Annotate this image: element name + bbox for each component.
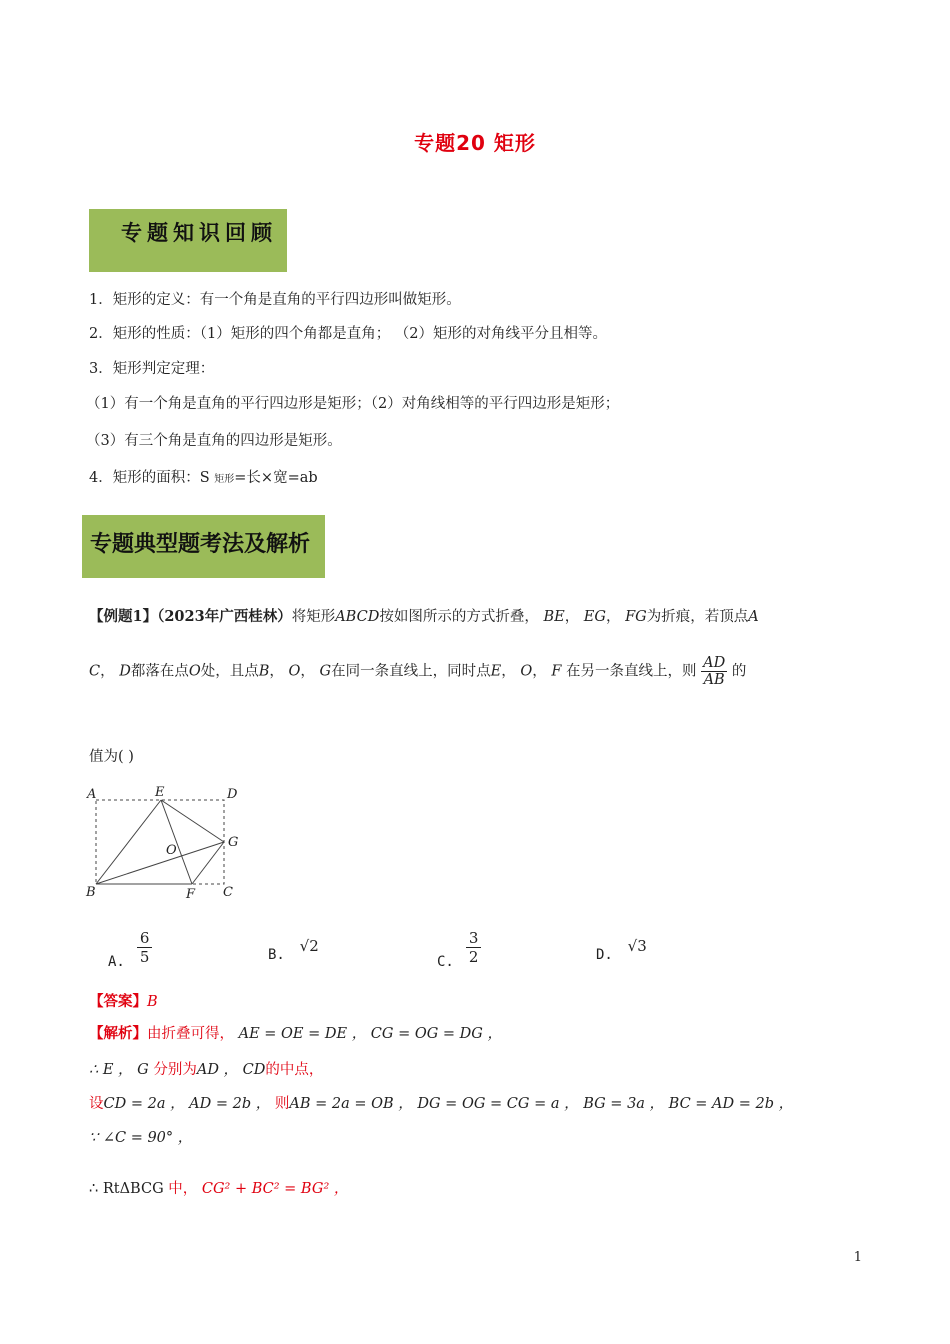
math-o: O bbox=[288, 663, 301, 680]
fold-be bbox=[96, 800, 161, 884]
option-letter: B. bbox=[268, 947, 285, 963]
section-heading-knowledge: 专题知识回顾 bbox=[89, 209, 287, 272]
math-o: O bbox=[520, 663, 533, 680]
frac-numerator: AD bbox=[703, 655, 726, 671]
page-number: 1 bbox=[853, 1250, 862, 1265]
answer-value: B bbox=[147, 994, 158, 1010]
example-text: 按如图所示的方式折叠， bbox=[379, 609, 539, 625]
math-eg: EG bbox=[583, 609, 606, 625]
area-subscript: 矩形 bbox=[214, 474, 235, 485]
analysis-line-3 bbox=[89, 1092, 793, 1113]
example-line-1: 【例题1】（2023年广西桂林）将矩形ABCD按如图所示的方式折叠， BE， EG， FG为折痕，若顶点A bbox=[89, 608, 759, 625]
label-e: E bbox=[155, 785, 165, 800]
knowledge-line-4: （1）有一个角是直角的平行四边形是矩形；（2）对角线相等的平行四边形是矩形； bbox=[86, 396, 620, 412]
example-text: 值为 bbox=[89, 749, 118, 765]
option-a-fraction bbox=[137, 929, 153, 966]
frac-denominator: 2 bbox=[468, 948, 479, 966]
math-b: B bbox=[258, 663, 270, 680]
option-a[interactable] bbox=[108, 925, 152, 970]
answer-label: 【答案】 bbox=[89, 993, 147, 1010]
example-line-2: C， D都落在点O处，且点B， O， G在同一条直线上，同时点E， O， F 在另一条直线上，则 $\frac{AD}{AB}$ 的 bbox=[89, 655, 747, 688]
analysis-math: ∴ RtΔBCG bbox=[89, 1181, 164, 1197]
label-d: D bbox=[227, 787, 238, 802]
answer-blank: ( ) bbox=[118, 749, 134, 765]
label-c: C bbox=[223, 885, 233, 900]
fraction-ad-ab bbox=[701, 655, 727, 688]
analysis-text: 设 bbox=[89, 1096, 104, 1112]
example-text: 在另一条直线上，则 bbox=[565, 663, 697, 680]
analysis-line-5 bbox=[89, 1177, 348, 1198]
analysis-math: ∴ E ， G bbox=[89, 1062, 149, 1078]
analysis-math: CG² + BC² = BG² ， bbox=[201, 1181, 349, 1197]
option-letter: D. bbox=[596, 947, 613, 963]
fold-eg bbox=[161, 800, 224, 842]
option-d[interactable] bbox=[596, 937, 647, 963]
knowledge-line-3: 3．矩形判定定理： bbox=[89, 361, 215, 377]
answer-line bbox=[89, 990, 158, 1011]
math-d: D bbox=[119, 663, 131, 680]
knowledge-line-1: 1．矩形的定义：有一个角是直角的平行四边形叫做矩形。 bbox=[89, 292, 461, 308]
frac-denominator: AB bbox=[703, 672, 725, 688]
example-source: （2023年广西桂林） bbox=[157, 608, 292, 625]
area-suffix: =长×宽=ab bbox=[234, 470, 318, 486]
example-text: 在同一条直线上，同时点 bbox=[331, 663, 491, 680]
knowledge-line-5: （3）有三个角是直角的四边形是矩形。 bbox=[86, 433, 342, 449]
option-c[interactable] bbox=[437, 925, 481, 970]
example-text: 将矩形 bbox=[291, 609, 336, 625]
folding-figure bbox=[82, 780, 252, 905]
analysis-line-2 bbox=[89, 1058, 323, 1079]
option-b[interactable] bbox=[268, 937, 319, 963]
section-heading-examples: 专题典型题考法及解析 bbox=[82, 515, 325, 578]
frac-denominator: 5 bbox=[139, 948, 150, 966]
example-tag: 【例题1】 bbox=[89, 608, 158, 625]
example-text: 为折痕，若顶点 bbox=[646, 609, 749, 625]
analysis-math: AE = OE = DE ， CG = OG = DG ， bbox=[238, 1026, 503, 1042]
math-g: G bbox=[319, 663, 332, 680]
label-b: B bbox=[86, 885, 96, 900]
example-text: 的 bbox=[731, 663, 747, 680]
math-fg: FG bbox=[625, 609, 647, 625]
math-rect: ABCD bbox=[335, 609, 380, 625]
analysis-math: CD = 2a ， AD = 2b ， bbox=[103, 1096, 271, 1112]
example-line-3 bbox=[89, 745, 134, 766]
area-prefix: 4．矩形的面积：S bbox=[89, 470, 215, 486]
analysis-math: AB = 2a = OB ， DG = OG = CG = a ， BG = 3a ， BC = AD = 2b ， bbox=[289, 1096, 794, 1112]
analysis-label: 【解析】 bbox=[89, 1025, 147, 1042]
analysis-text: 的中点， bbox=[265, 1062, 324, 1078]
analysis-line-1 bbox=[89, 1022, 502, 1043]
option-letter: A. bbox=[108, 953, 125, 970]
label-a: A bbox=[87, 787, 97, 802]
math-f: F bbox=[551, 663, 562, 680]
option-d-value: √3 bbox=[627, 937, 647, 955]
rectangle-abcd bbox=[96, 800, 224, 884]
option-b-value: √2 bbox=[299, 937, 319, 955]
fold-fg bbox=[192, 842, 224, 884]
frac-numerator: 6 bbox=[137, 929, 153, 948]
example-text: 处，且点 bbox=[200, 663, 259, 680]
label-o: O bbox=[166, 843, 177, 858]
label-g: G bbox=[228, 835, 239, 850]
analysis-math: AD ， CD bbox=[196, 1062, 266, 1078]
math-be: BE bbox=[543, 609, 565, 625]
analysis-line-4 bbox=[89, 1126, 192, 1147]
option-c-fraction bbox=[466, 929, 482, 966]
line-bg bbox=[96, 842, 224, 884]
knowledge-line-2: 2．矩形的性质：（1）矩形的四个角都是直角； （2）矩形的对角线平分且相等。 bbox=[89, 326, 608, 342]
math-c: C bbox=[89, 663, 101, 680]
option-letter: C. bbox=[437, 953, 454, 970]
page-title: 专题20 矩形 bbox=[414, 131, 536, 155]
analysis-text: 则 bbox=[274, 1096, 290, 1112]
analysis-math: ∵ ∠C = 90° ， bbox=[89, 1130, 193, 1146]
analysis-text: 分别为 bbox=[153, 1062, 197, 1078]
math-o: O bbox=[188, 663, 201, 680]
line-ef bbox=[161, 800, 192, 884]
frac-numerator: 3 bbox=[466, 929, 482, 948]
analysis-text: 由折叠可得， bbox=[147, 1026, 234, 1042]
knowledge-line-area bbox=[89, 466, 318, 487]
analysis-text: 中， bbox=[168, 1181, 198, 1197]
label-f: F bbox=[186, 887, 196, 902]
math-e: E bbox=[490, 663, 502, 680]
math-a: A bbox=[748, 609, 759, 625]
example-text: 都落在点 bbox=[130, 663, 189, 680]
